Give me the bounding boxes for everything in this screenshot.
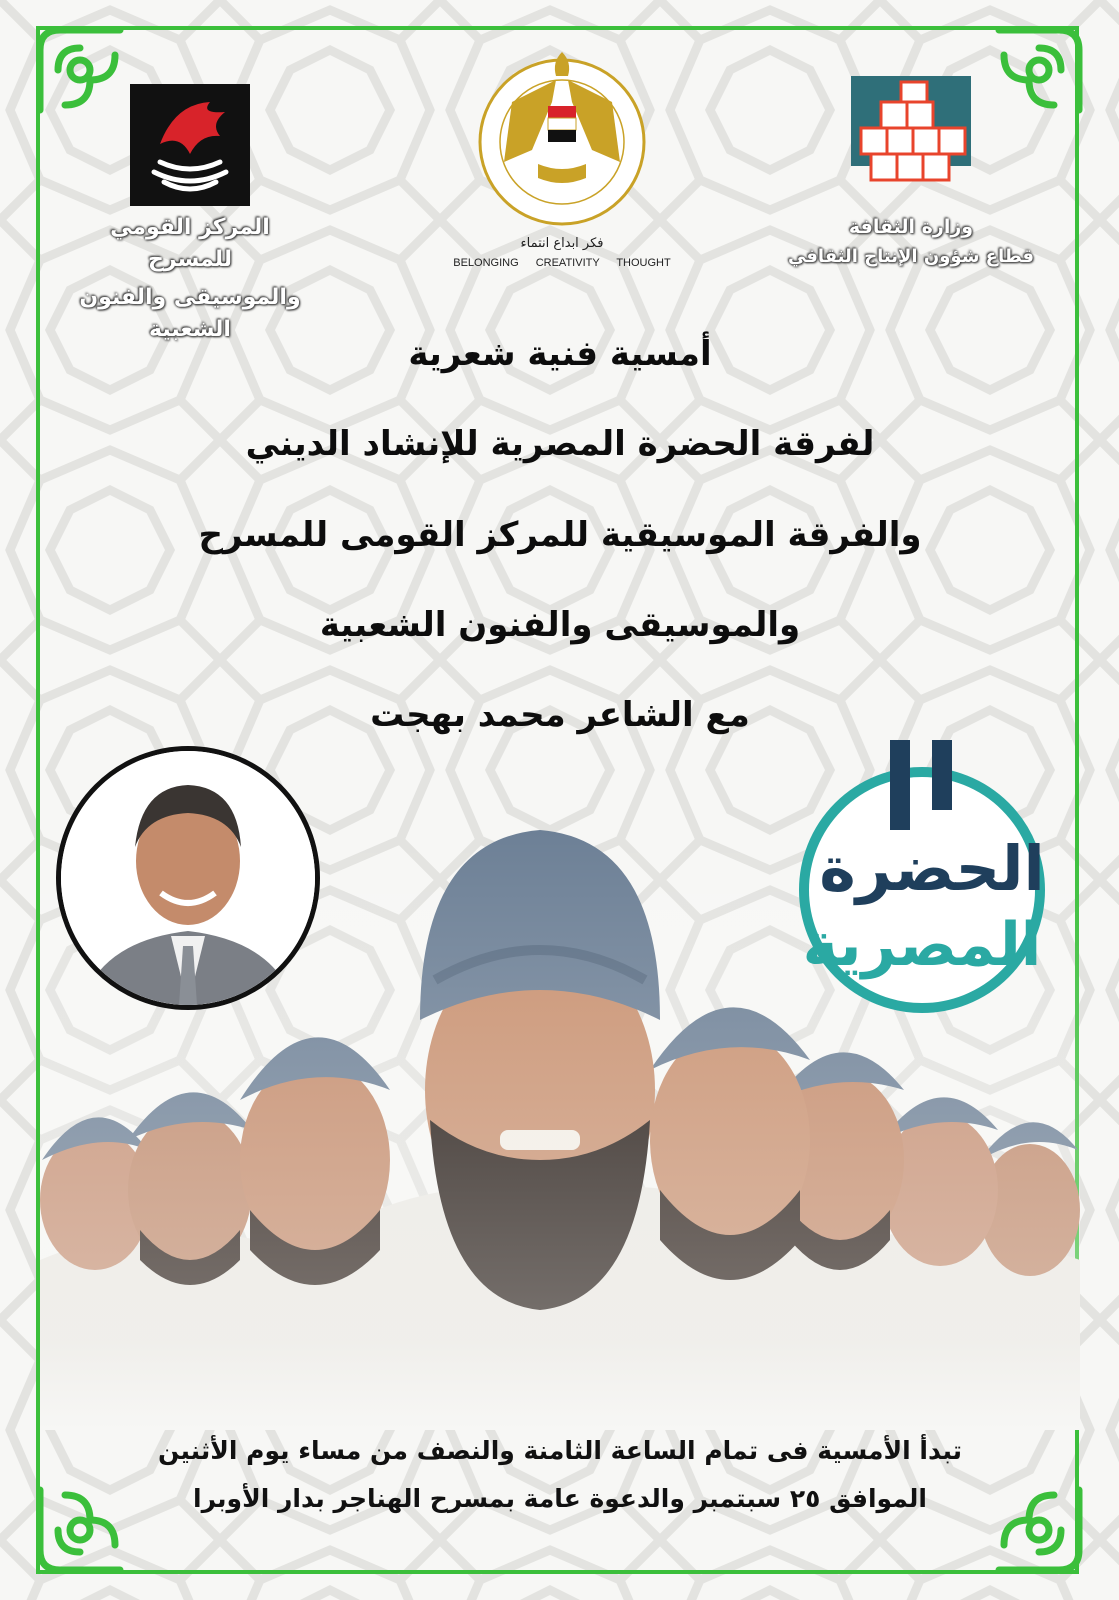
event-subtitle-line3: والموسيقى والفنون الشعبية [319,605,801,645]
eagle-emblem-icon [452,32,672,232]
poet-portrait [56,746,320,1010]
al-hadra-group-logo [782,740,1062,1040]
national-theatre-center-name-line1: المركز القومي للمسرح [110,215,270,272]
stacked-squares-icon [841,72,981,202]
national-theatre-center-logo [70,84,310,342]
event-title: أمسية فنية شعرية [408,334,712,374]
event-subtitle-line2: والفرقة الموسيقية للمركز القومى للمسرح [198,515,922,555]
event-subtitle-line1: لفرقة الحضرة المصرية للإنشاد الديني [245,424,875,464]
ministry-name: وزارة الثقافة [848,216,974,238]
emblem-motto-arabic: فكر ابداع انتماء [520,236,604,251]
event-time-line: تبدأ الأمسية فى تمام الساعة الثامنة والنصف من مساء يوم الأثنين [157,1436,963,1465]
flame-emblem-icon [130,84,250,206]
group-logo-word2: المصرية [802,910,1042,980]
poet-line: مع الشاعر محمد بهجت [370,695,750,735]
sector-name: قطاع شؤون الإنتاج الثقافي [787,246,1035,267]
ministry-of-culture-emblem [452,32,672,302]
cultural-production-sector-logo [786,72,1036,312]
national-theatre-center-name-line2: والموسيقى والفنون الشعبية [79,284,301,342]
event-venue-line: الموافق ٢٥ سبتمبر والدعوة عامة بمسرح الهناجر بدار الأوبرا [193,1484,927,1513]
group-logo-word1: الحضرة [819,832,1045,905]
emblem-motto-english: BELONGING CREATIVITY THOUGHT [453,257,671,269]
